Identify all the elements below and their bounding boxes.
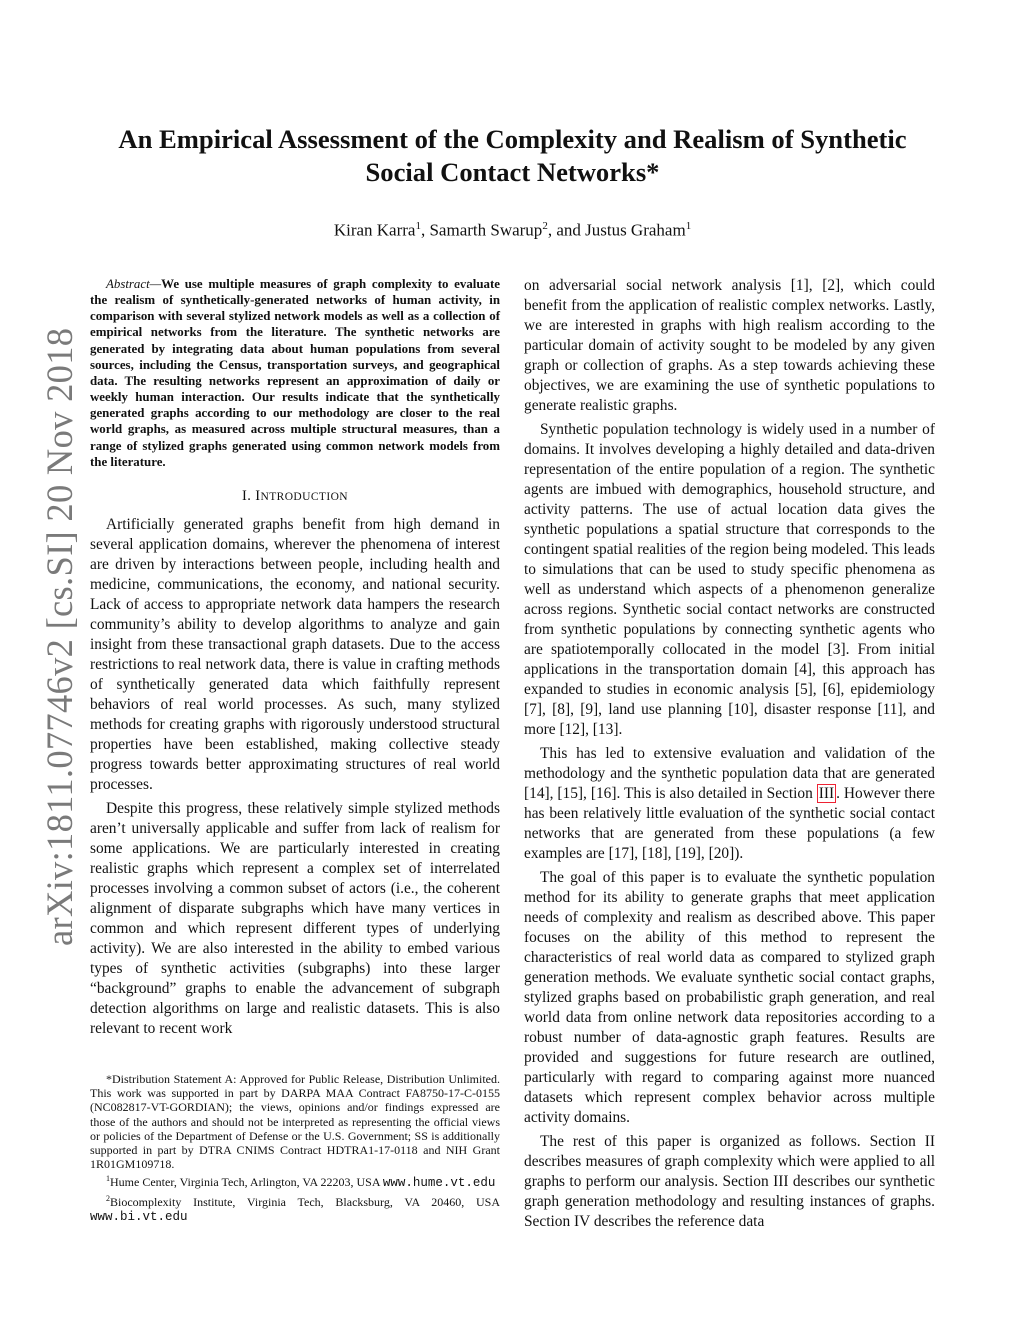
section-title-initial: I: [255, 487, 261, 504]
author-separator: , and: [547, 220, 586, 240]
author-separator: ,: [420, 220, 430, 240]
footnote-text: Biocomplexity Institute, Virginia Tech, Blacksburg, VA 20460, USA: [110, 1194, 500, 1209]
body-paragraph: Synthetic population technology is widely used in a number of domains. It involves developing a highly detailed and data-driven representation of the entire population of a region. The synthetic agents are imbued with demographics, household structure, and activity patterns. The use of actual location data gives the synthetic populations a spatial structure that corresponds to the contingent spatial realities of the region being modeled. This leads to simulations that can be used to study specific phenomena as well as understand which aspects of a phenomenon generalize across regions. Synthetic social contact networks are constructed from synthetic populations by connecting synthetic agents who are spatiotemporally collocated in the model [3]. From initial applications in the transportation domain [4], this approach has expanded to studies in economic analysis [5], [6], epidemiology [7], [8], [9], land use planning [10], disaster response [11], and more [12], [13].: [524, 421, 935, 738]
title-line-2: Social Contact Networks*: [365, 157, 660, 187]
abstract: [90, 276, 500, 470]
author-affiliation-mark: 1: [415, 220, 421, 232]
footnote-mark: 2: [106, 1193, 110, 1203]
distribution-statement-footnote: *Distribution Statement A: Approved for Public Release, Distribution Unlimited. This work was supported in part by DARPA MAA Contract FA8750-17-C-0155 (NC082817-VT-GORDIAN); the views, opinions and/or findings expressed are those of the authors and should not be interpreted as representing the official views or policies of the Department of Defense or the U.S. Government; SS is additionally supported in part by DTRA CNIMS Contract HDTRA1-17-0118 and NIH Grant 1R01GM109718.: [90, 1072, 500, 1172]
paragraph-text: This has led to extensive evaluation and validation of the methodology and the synthetic population data that are generated [14], [15], [16]. This is also detailed in Section: [524, 745, 935, 802]
author-affiliation-mark: 2: [542, 220, 548, 232]
footnote-mark: 1: [106, 1174, 110, 1184]
left-column: [90, 276, 500, 1039]
abstract-lead: Abstract—: [106, 277, 162, 291]
author-list: [90, 215, 935, 242]
body-paragraph: [524, 744, 935, 864]
author-name: Justus Graham: [585, 220, 686, 240]
section-title-rest: NTRODUCTION: [260, 490, 348, 503]
body-paragraph: The rest of this paper is organized as follows. Section II describes measures of graph complexity which were applied to all graphs to perform our analysis. Section III describes our synthetic graph generation methodology and resulting instances of graphs. Section IV describes the reference data: [524, 1133, 935, 1230]
paper-title: [90, 123, 935, 189]
right-column: [524, 276, 935, 1232]
section-cross-reference-link[interactable]: III: [818, 785, 835, 802]
footnotes: [90, 1072, 500, 1224]
footnote-url: www.bi.vt.edu: [90, 1209, 188, 1224]
paragraph-text: . However there has been relatively little evaluation of the synthetic social contact networks that are generated from these populations (a few examples are [17], [18], [19], [20]).: [524, 785, 935, 862]
section-heading-introduction: [90, 486, 500, 507]
footnote-url: www.hume.vt.edu: [382, 1176, 496, 1191]
affiliation-footnote: [90, 1192, 500, 1224]
title-line-1: An Empirical Assessment of the Complexity and Realism of Synthetic: [118, 124, 907, 154]
body-paragraph: Artificially generated graphs benefit from high demand in several application domains, wherever the phenomena of interest are driven by interactions between people, including health and medicine, communications, the economy, and national security. Lack of access to appropriate network data hampers the research community’s ability to develop algorithms to analyze and gain insight from these transactional graph datasets. Due to the access restrictions to real network data, there is value in crafting methods of synthetically generated data which faithfully represent behaviors of real world processes. As such, many stylized methods for creating graphs with rigorously understood structural properties have been established, making collective steady progress towards better approximating structures of real world processes.: [90, 515, 500, 793]
footnote-text: Hume Center, Virginia Tech, Arlington, VA 22203, USA: [110, 1175, 383, 1190]
abstract-text: We use multiple measures of graph complexity to evaluate the realism of synthetically-generated networks of human activity, in comparison with several stylized network models as well as a collection of empirical networks from the literature. The synthetic networks are generated by integrating data about human populations from several sources, including the Census, transportation surveys, and geographical data. The resulting networks represent an approximation of daily or weekly human interaction. Our results indicate that the synthetically generated graphs according to our methodology are closer to the real world graphs, as measured across multiple structural measures, than a range of stylized graphs generated using common network models from the literature.: [90, 277, 500, 469]
affiliation-footnote: [90, 1172, 500, 1190]
author-affiliation-mark: 1: [685, 220, 692, 232]
arxiv-identifier: arXiv:1811.07746v2 [cs.SI] 20 Nov 2018: [39, 327, 80, 946]
section-numeral: I.: [242, 487, 256, 504]
author-name: Kiran Karra: [333, 220, 416, 240]
author-name: Samarth Swarup: [429, 220, 543, 240]
body-paragraph: Despite this progress, these relatively simple stylized methods aren’t universally applicable and suffer from lack of realism for some applications. We are particularly interested in creating realistic graphs which represent a complex set of interrelated processes involving a common subset of actors (i.e., the coherent alignment of disparate subgraphs which have many vertices in common and which represent different types of underlying activity). We are also interested in the ability to embed various types of synthetic activities (subgraphs) into these larger “background” graphs to enable the advancement of subgraph detection algorithms on large and realistic datasets. This is also relevant to recent work: [90, 799, 500, 1037]
body-paragraph: on adversarial social network analysis [1], [2], which could benefit from the application of realistic complex networks. Lastly, we are interested in graphs with high realism according to the particular domain of activity sought to be modeled by any given graph or collection of graphs. As a step towards achieving these objectives, we are examining the use of synthetic populations to generate realistic graphs.: [524, 277, 935, 414]
body-paragraph: The goal of this paper is to evaluate the synthetic population method for its ability to generate graphs that meet application needs of complexity and realism as described above. This paper focuses on the ability of this method to represent the characteristics of real world data as compared to stylized graph generation methods. We evaluate synthetic social contact graphs, stylized graphs based on probabilistic graph generation, and real world data from online network data repositories according to a robust number of data-agnostic graph features. Results are provided and suggestions for future research are outlined, particularly with regard to comparing against more nuanced datasets which represent complex behavior across multiple activity domains.: [524, 869, 935, 1126]
